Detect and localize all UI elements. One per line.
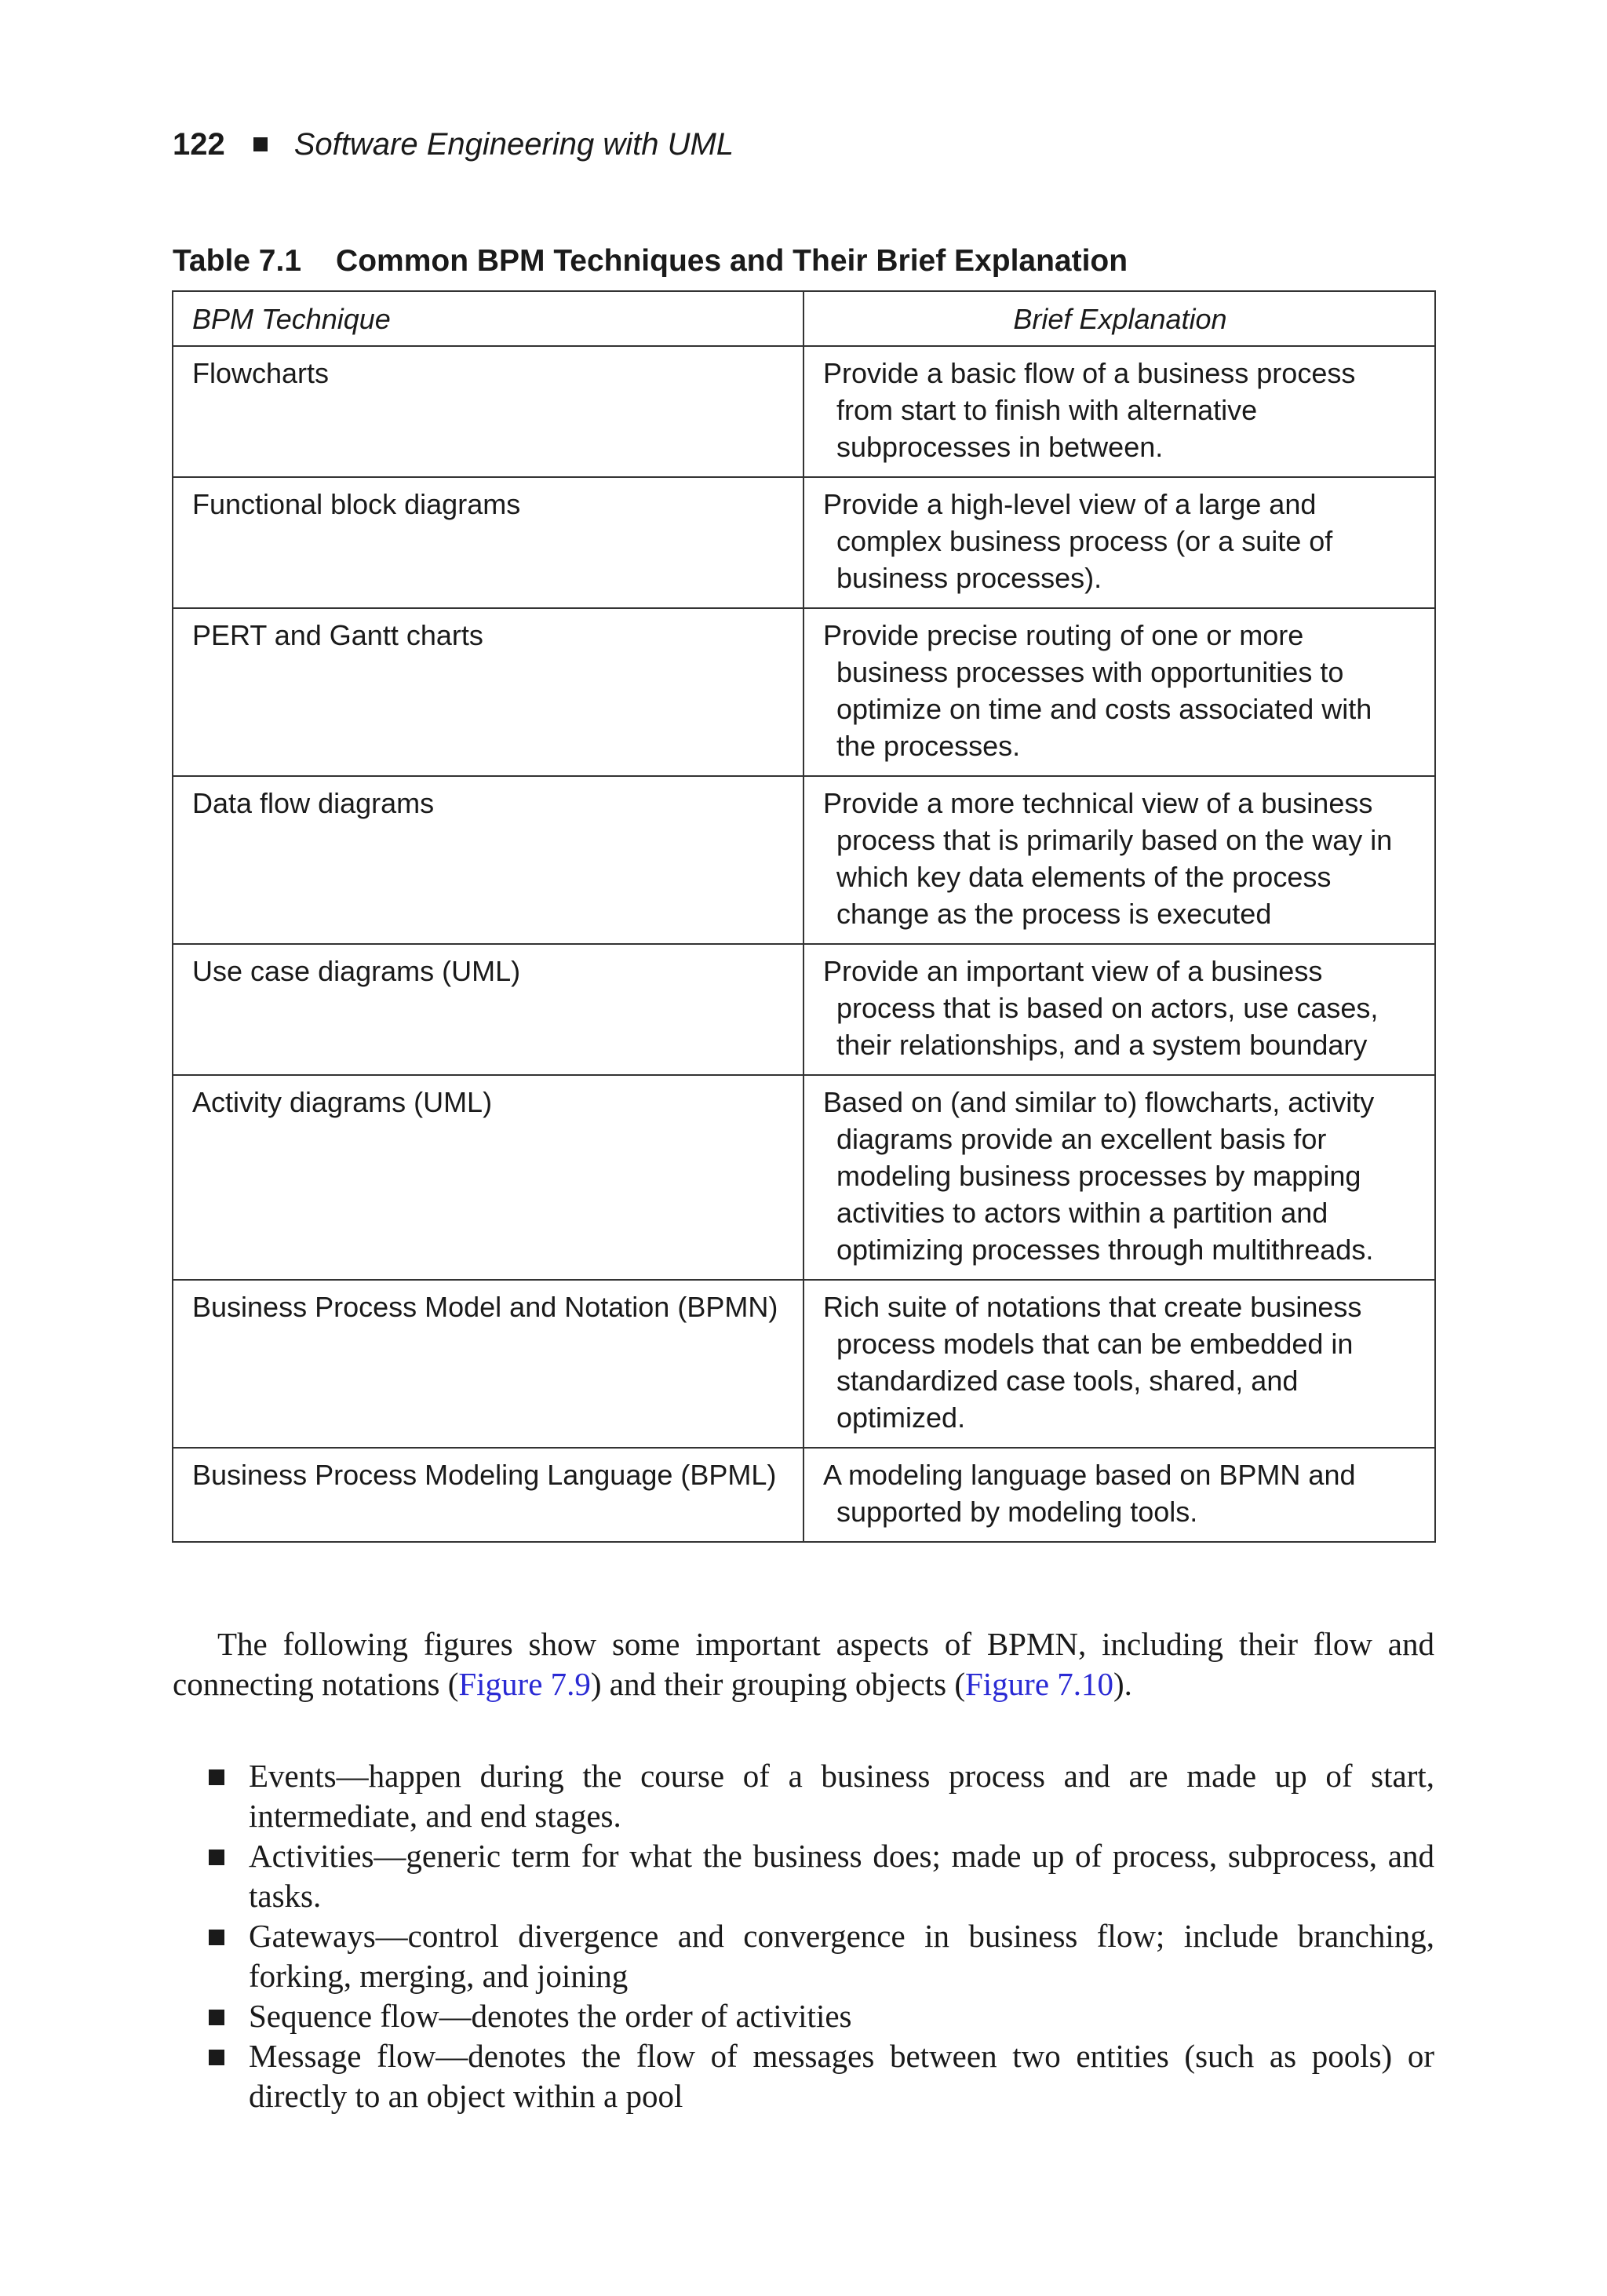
technique-cell	[173, 1075, 804, 1280]
list-item-text: Message flow—denotes the flow of messages between two entities (such as pools) or directly to an object within a pool	[249, 2038, 1434, 2114]
list-item	[173, 1996, 1434, 2036]
table-row	[173, 346, 1435, 477]
technique-text: Data flow diagrams	[192, 787, 435, 819]
technique-cell	[173, 944, 804, 1075]
explanation-text: Based on (and similar to) flowcharts, activity diagrams provide an excellent basis for modeling business processes by mapping activities to actors within a partition and optimizing processes through multithreads.	[823, 1086, 1375, 1266]
table-row	[173, 1075, 1435, 1280]
technique-text: Flowcharts	[192, 357, 330, 389]
explanation-cell	[804, 1280, 1435, 1448]
figure-reference-link[interactable]: Figure 7.9	[458, 1666, 591, 1702]
square-bullet-icon	[209, 1930, 224, 1945]
explanation-text: A modeling language based on BPMN and supported by modeling tools.	[823, 1459, 1356, 1528]
explanation-text: Provide a more technical view of a business process that is primarily based on the way in which key data elements of the process change as the process is executed	[823, 787, 1393, 930]
explanation-text: Provide precise routing of one or more business processes with opportunities to optimize on time and costs associated with the processes.	[823, 619, 1372, 762]
table-row	[173, 1280, 1435, 1448]
technique-cell	[173, 776, 804, 944]
explanation-cell	[804, 1075, 1435, 1280]
column-header-explanation: Brief Explanation	[804, 291, 1435, 346]
table-caption-title: Common BPM Techniques and Their Brief Explanation	[336, 244, 1128, 278]
table-row	[173, 1448, 1435, 1542]
explanation-text: Provide a high-level view of a large and complex business process (or a suite of business processes).	[823, 488, 1333, 594]
table-row	[173, 477, 1435, 608]
paragraph-text: The following figures show some important aspects of BPMN, including their flow and connecting notations (	[173, 1626, 1434, 1702]
technique-text: Business Process Modeling Language (BPML)	[192, 1459, 777, 1491]
explanation-cell	[804, 944, 1435, 1075]
list-item-text: Events—happen during the course of a business process and are made up of start, intermediate, and end stages.	[249, 1758, 1434, 1834]
explanation-text: Rich suite of notations that create business process models that can be embedded in standardized case tools, shared, and optimized.	[823, 1291, 1362, 1434]
square-bullet-icon	[209, 1850, 224, 1865]
list-item-text: Sequence flow—denotes the order of activities	[249, 1998, 852, 2034]
figure-reference-link[interactable]: Figure 7.10	[964, 1666, 1114, 1702]
book-title: Software Engineering with UML	[293, 127, 734, 162]
explanation-cell	[804, 608, 1435, 776]
list-item	[173, 1756, 1434, 1836]
technique-text: PERT and Gantt charts	[192, 619, 483, 651]
list-item	[173, 1916, 1434, 1996]
explanation-cell	[804, 477, 1435, 608]
technique-cell	[173, 1280, 804, 1448]
table-row	[173, 776, 1435, 944]
header-square-separator	[253, 137, 268, 151]
column-header-technique: BPM Technique	[173, 291, 804, 346]
table-caption-number: Table 7.1	[173, 244, 302, 278]
explanation-cell	[804, 346, 1435, 477]
square-bullet-icon	[209, 1769, 224, 1785]
square-bullet-icon	[209, 2010, 224, 2025]
explanation-text: Provide an important view of a business process that is based on actors, use cases, their relationships, and a system boundary	[823, 955, 1379, 1061]
technique-text: Functional block diagrams	[192, 488, 521, 520]
list-item	[173, 1836, 1434, 1916]
list-item	[173, 2036, 1434, 2116]
technique-cell	[173, 477, 804, 608]
technique-text: Use case diagrams (UML)	[192, 955, 521, 987]
explanation-cell	[804, 1448, 1435, 1542]
technique-text: Business Process Model and Notation (BPMN)	[192, 1291, 778, 1323]
running-head	[173, 124, 734, 165]
list-item-text: Activities—generic term for what the business does; made up of process, subprocess, and tasks.	[249, 1838, 1434, 1914]
list-item-text: Gateways—control divergence and convergence in business flow; include branching, forking, merging, and joining	[249, 1918, 1434, 1994]
table-caption	[173, 242, 1128, 281]
body-paragraph	[173, 1624, 1434, 1704]
technique-text: Activity diagrams (UML)	[192, 1086, 493, 1118]
bpm-techniques-table	[172, 290, 1436, 1543]
paragraph-text: ).	[1113, 1666, 1132, 1702]
bpmn-elements-list	[173, 1756, 1434, 2116]
technique-cell	[173, 608, 804, 776]
page-number: 122	[173, 127, 225, 162]
explanation-cell	[804, 776, 1435, 944]
explanation-text: Provide a basic flow of a business process from start to finish with alternative subprocesses in between.	[823, 357, 1356, 463]
paragraph-text: ) and their grouping objects (	[590, 1666, 965, 1702]
table-row	[173, 608, 1435, 776]
table-row	[173, 944, 1435, 1075]
technique-cell	[173, 346, 804, 477]
table-header-row	[173, 291, 1435, 346]
square-bullet-icon	[209, 2050, 224, 2065]
technique-cell	[173, 1448, 804, 1542]
